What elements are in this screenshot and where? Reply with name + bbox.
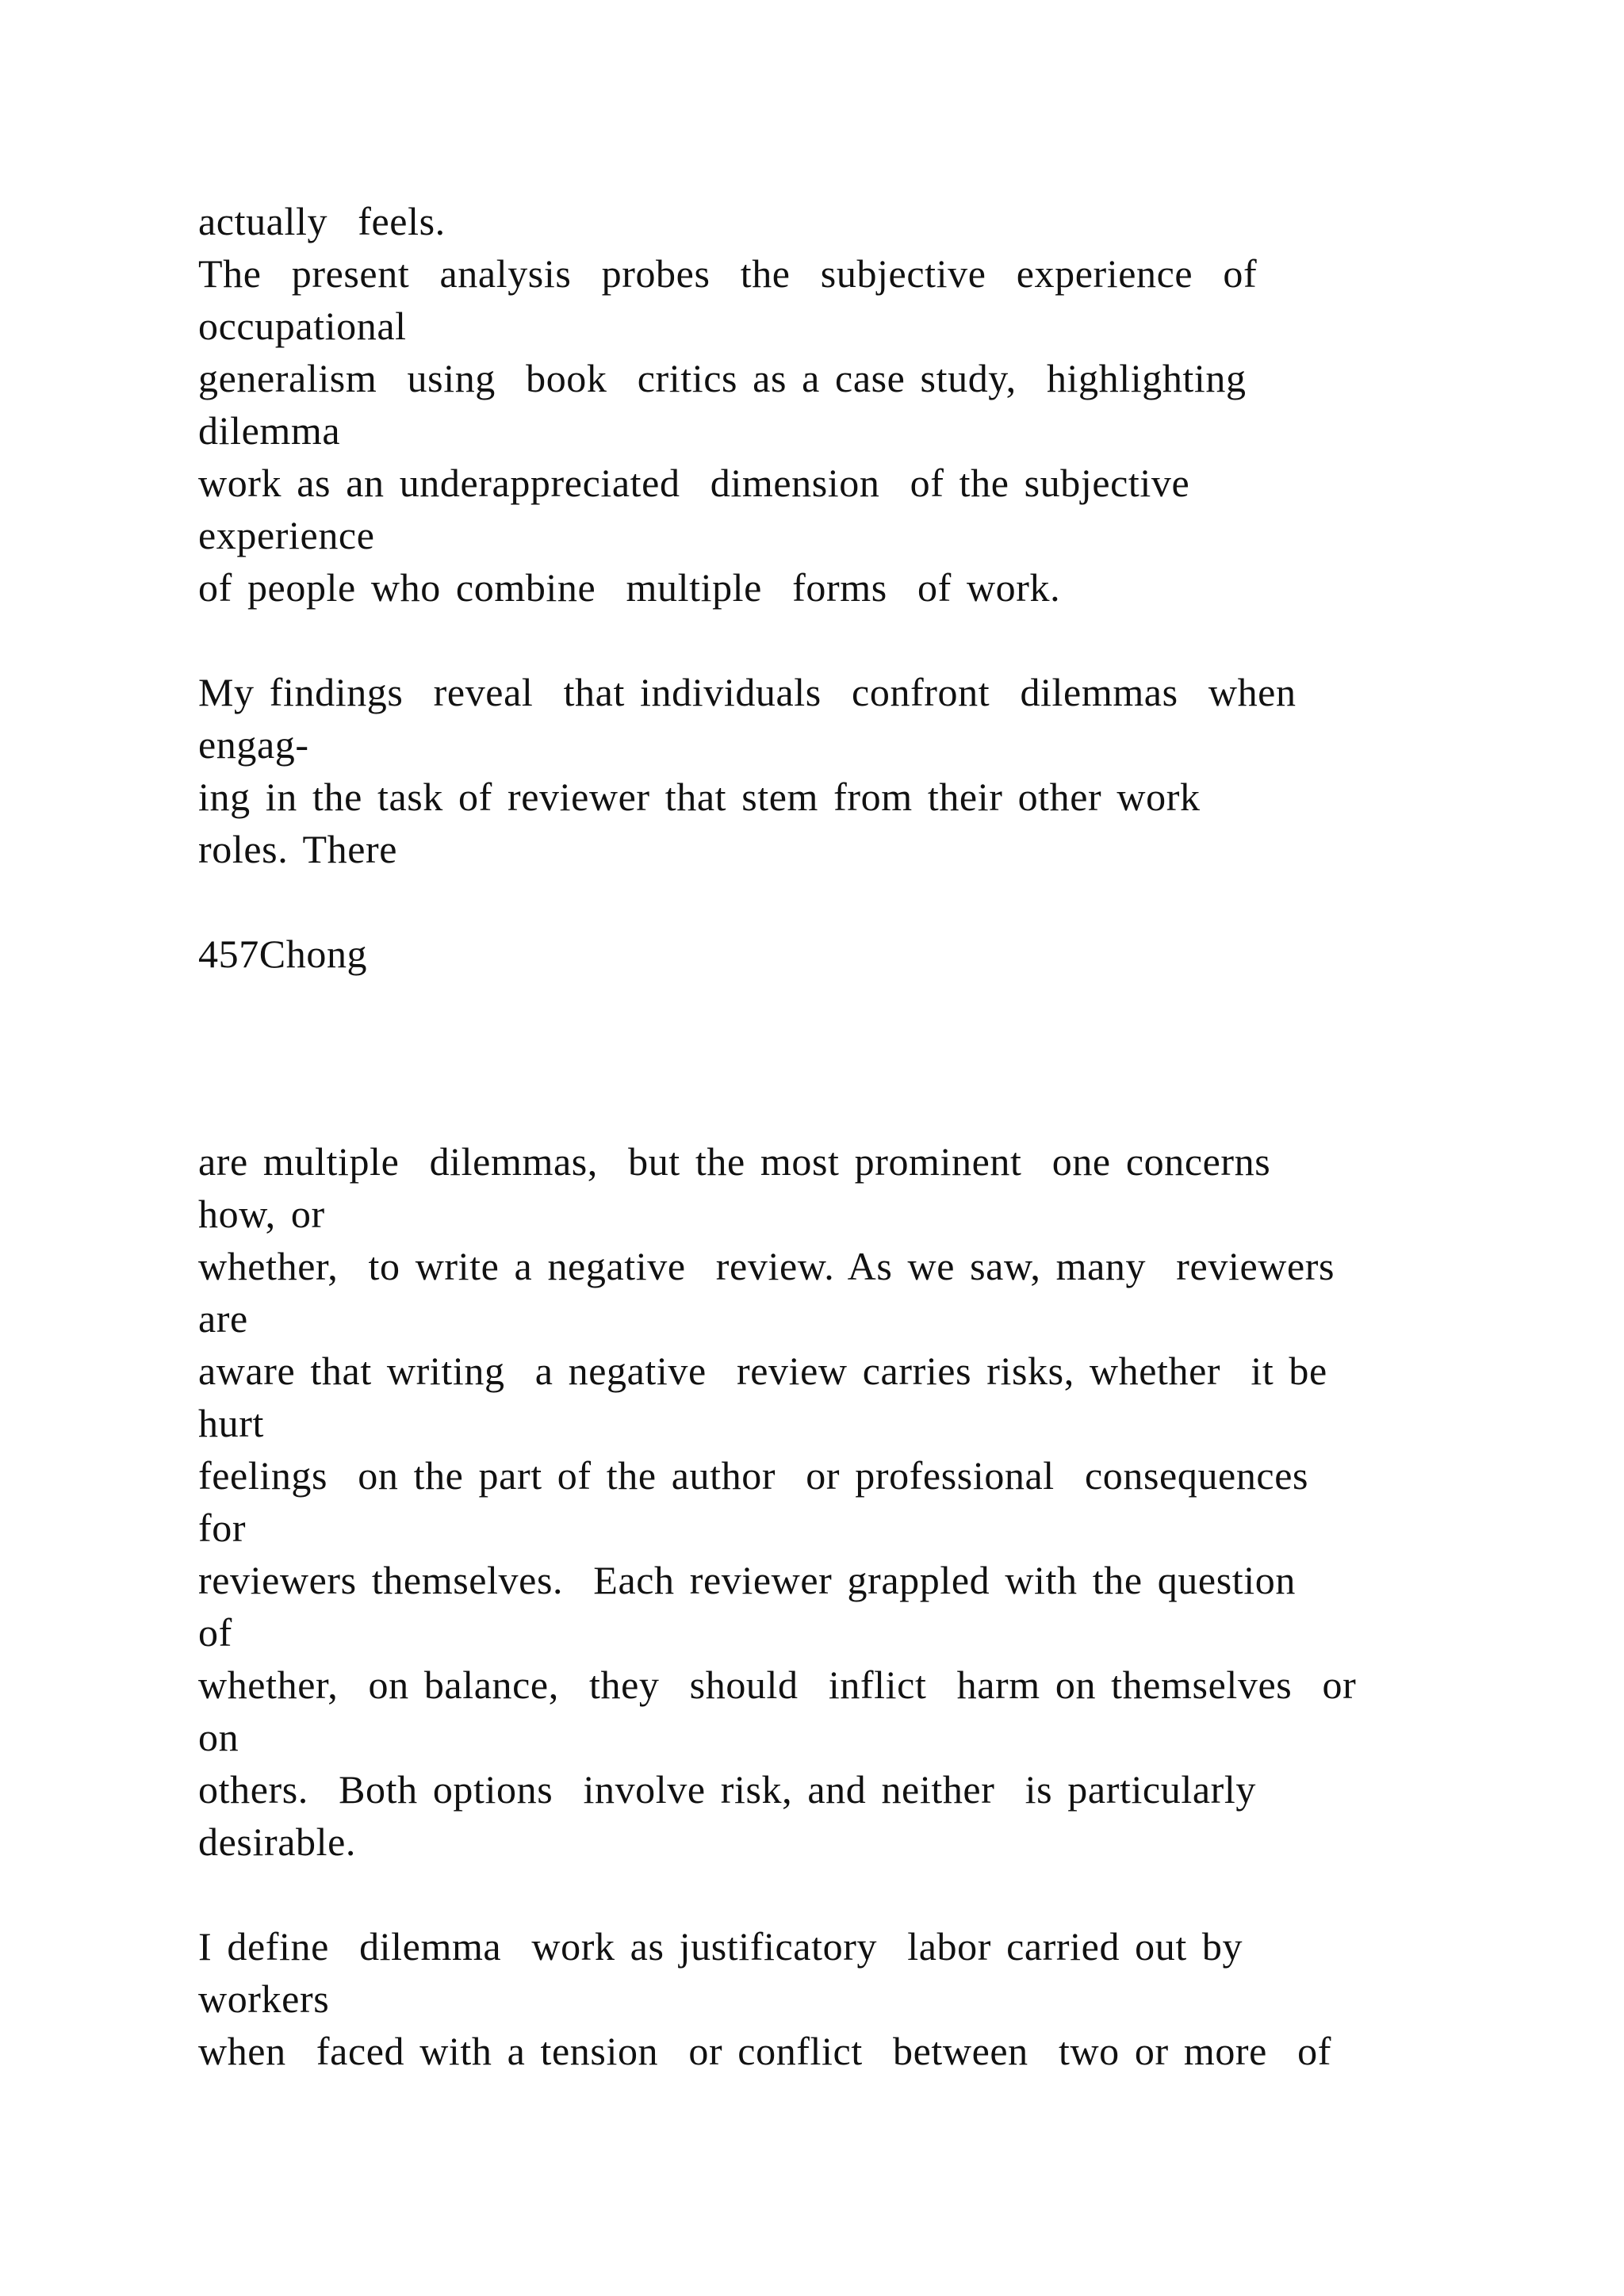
page-footer: 457Chong <box>198 932 368 976</box>
text-line: I define dilemma work as justificatory labor carried out by <box>198 1924 1243 1969</box>
text-line: hurt <box>198 1401 264 1445</box>
text-line: how, or <box>198 1192 325 1236</box>
text-line: engag- <box>198 722 309 767</box>
text-line: desirable. <box>198 1820 356 1864</box>
text-line: reviewers themselves. Each reviewer grappled with the question <box>198 1558 1296 1602</box>
text-line: feelings on the part of the author or professional consequences <box>198 1453 1309 1498</box>
text-line: actually feels. <box>198 199 446 243</box>
text-line: work as an underappreciated dimension of the subjective <box>198 461 1190 505</box>
text-line: aware that writing a negative review carries risks, whether it be <box>198 1349 1327 1393</box>
text-line: whether, on balance, they should inflict harm on themselves or <box>198 1663 1357 1707</box>
text-line: generalism using book critics as a case study, highlighting <box>198 356 1247 400</box>
text-line: experience <box>198 513 375 557</box>
text-line: My findings reveal that individuals confront dilemmas when <box>198 670 1297 714</box>
text-line: whether, to write a negative review. As we saw, many reviewers <box>198 1244 1335 1288</box>
text-line: occupational <box>198 304 407 348</box>
text-line: others. Both options involve risk, and neither is particularly <box>198 1767 1256 1812</box>
text-line: when faced with a tension or conflict between two or more of <box>198 2029 1332 2073</box>
text-line: of <box>198 1610 232 1655</box>
text-line: workers <box>198 1976 330 2021</box>
text-line: on <box>198 1715 239 1759</box>
text-line: are <box>198 1296 248 1341</box>
text-line: The present analysis probes the subjective experience of <box>198 251 1258 296</box>
text-line: are multiple dilemmas, but the most prominent one concerns <box>198 1139 1271 1184</box>
text-line: for <box>198 1506 247 1550</box>
text-line: dilemma <box>198 408 341 453</box>
text-line: roles. There <box>198 827 398 871</box>
text-line: ing in the task of reviewer that stem from their other work <box>198 775 1201 819</box>
text-line: of people who combine multiple forms of work. <box>198 565 1061 610</box>
